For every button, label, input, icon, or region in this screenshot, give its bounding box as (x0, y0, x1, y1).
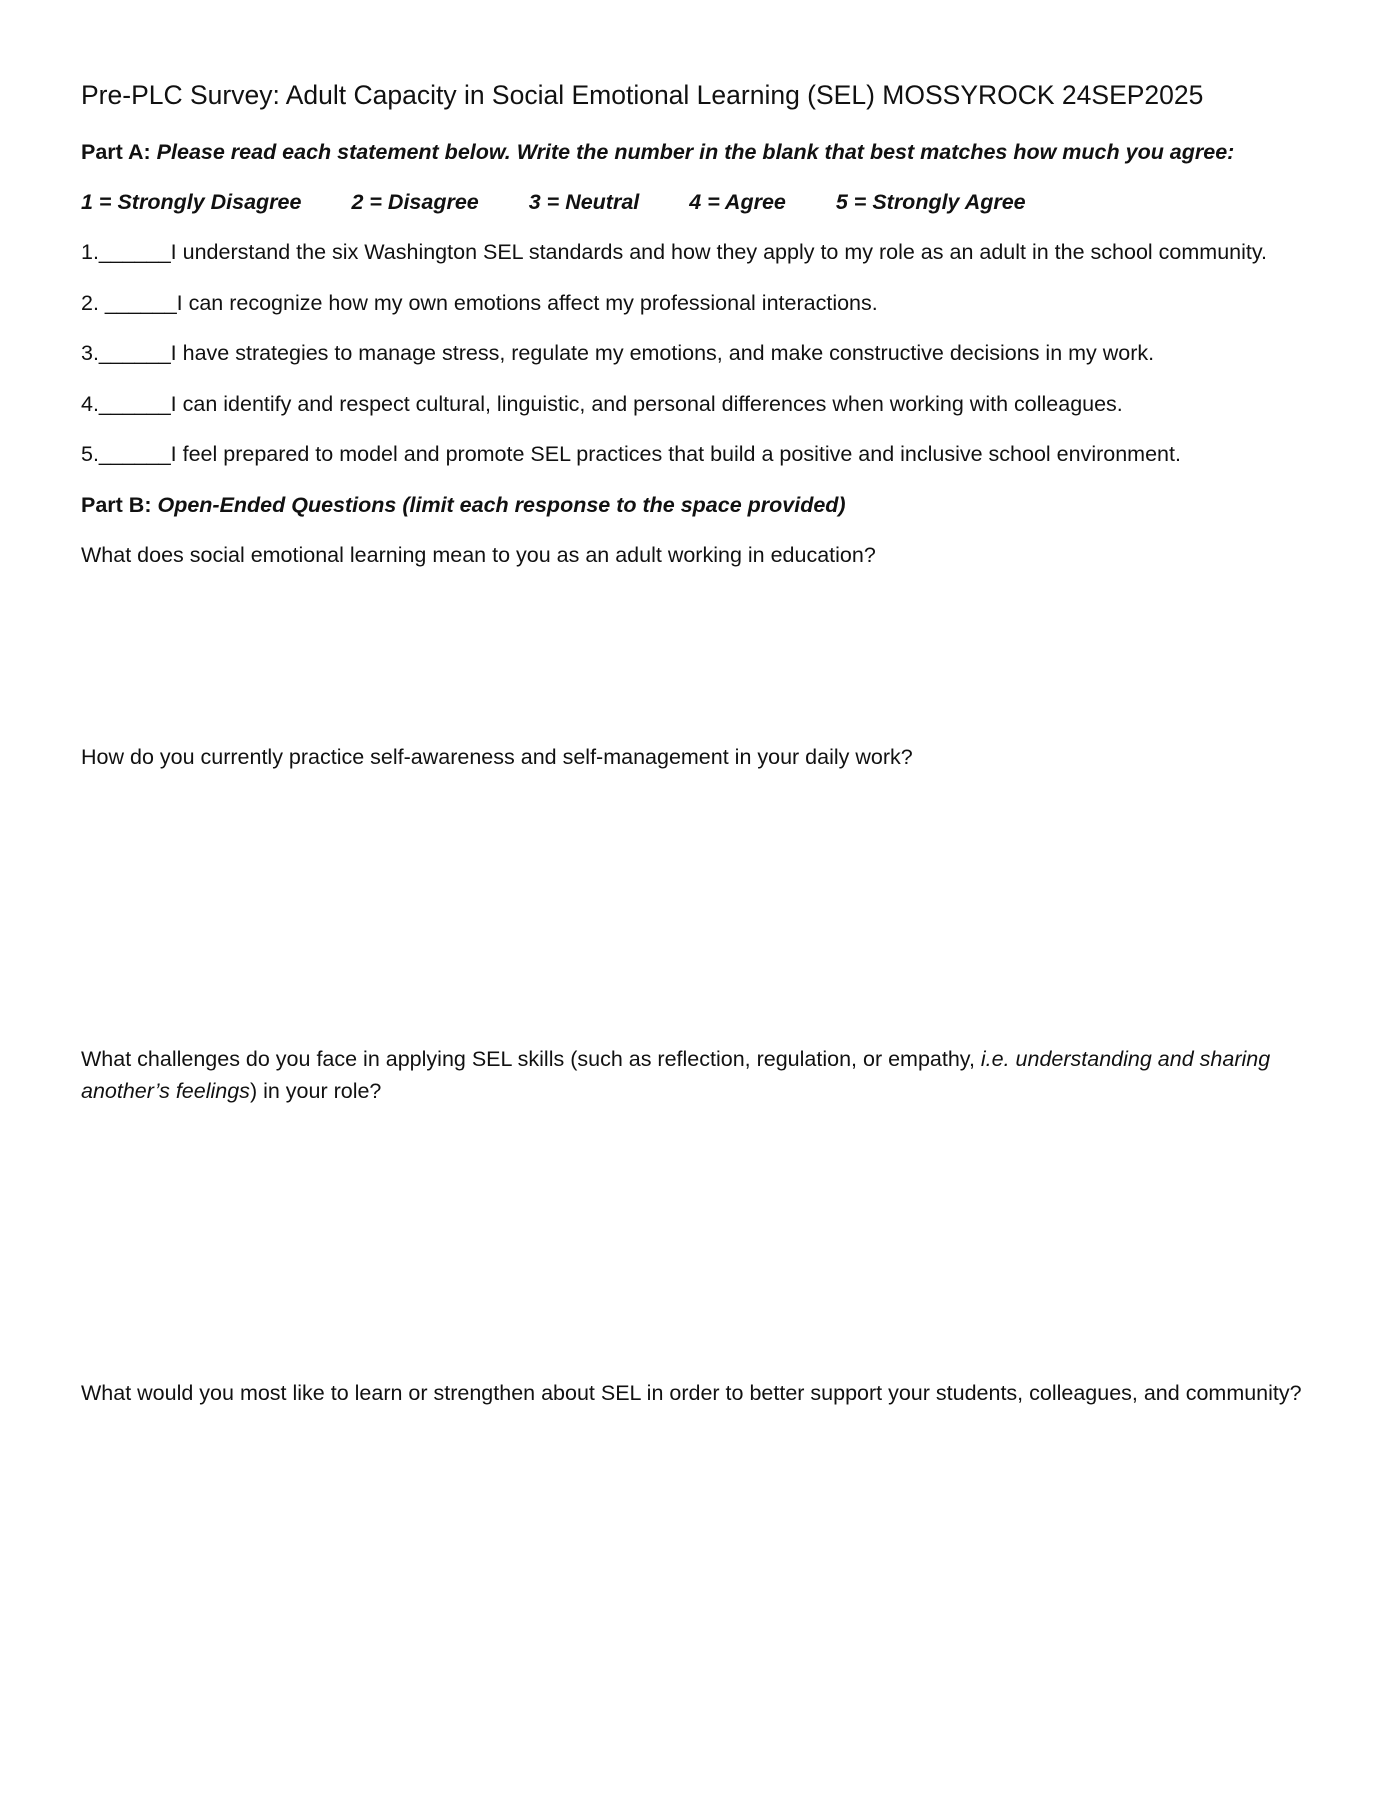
statement-4: 4.______I can identify and respect cultural, linguistic, and personal differences when working with colleagues. (81, 392, 1123, 416)
statement-1: 1.______I understand the six Washington SEL standards and how they apply to my role as an adult in the school community. (81, 240, 1267, 264)
question-3-italic: i.e. understanding and sharing another’s feelings (81, 1047, 1271, 1103)
part-b-instruction-text: Open-Ended Questions (limit each response to the space provided) (157, 493, 846, 517)
question-3 (81, 1043, 1321, 1107)
statement-2: 2. ______I can recognize how my own emotions affect my professional interactions. (81, 291, 878, 315)
rating-scale (81, 186, 1026, 218)
part-b-instructions (81, 489, 846, 521)
part-a-label: Part A: (81, 140, 151, 164)
question-3-text: What challenges do you face in applying SEL skills (such as reflection, regulation, or empathy, (81, 1047, 981, 1071)
part-b-label: Part B: (81, 493, 152, 517)
scale-option: 1 = Strongly Disagree (81, 190, 302, 214)
question-2: How do you currently practice self-awareness and self-management in your daily work? (81, 745, 913, 769)
question-3-end: ) in your role? (249, 1079, 382, 1103)
scale-option: 4 = Agree (689, 190, 786, 214)
statement-5: 5.______I feel prepared to model and promote SEL practices that build a positive and inclusive school environment. (81, 442, 1181, 466)
scale-option: 5 = Strongly Agree (835, 190, 1026, 214)
scale-option: 2 = Disagree (351, 190, 479, 214)
part-a-instruction-text: Please read each statement below. Write the number in the blank that best matches how much you agree: (156, 140, 1235, 164)
scale-option: 3 = Neutral (528, 190, 640, 214)
page-title: Pre-PLC Survey: Adult Capacity in Social Emotional Learning (SEL) MOSSYROCK 24SEP2025 (81, 80, 1204, 110)
part-a-instructions (81, 136, 1234, 168)
question-1: What does social emotional learning mean to you as an adult working in education? (81, 543, 876, 567)
statement-3: 3.______I have strategies to manage stress, regulate my emotions, and make constructive decisions in my work. (81, 341, 1155, 365)
question-4: What would you most like to learn or strengthen about SEL in order to better support your students, colleagues, and community? (81, 1381, 1302, 1405)
